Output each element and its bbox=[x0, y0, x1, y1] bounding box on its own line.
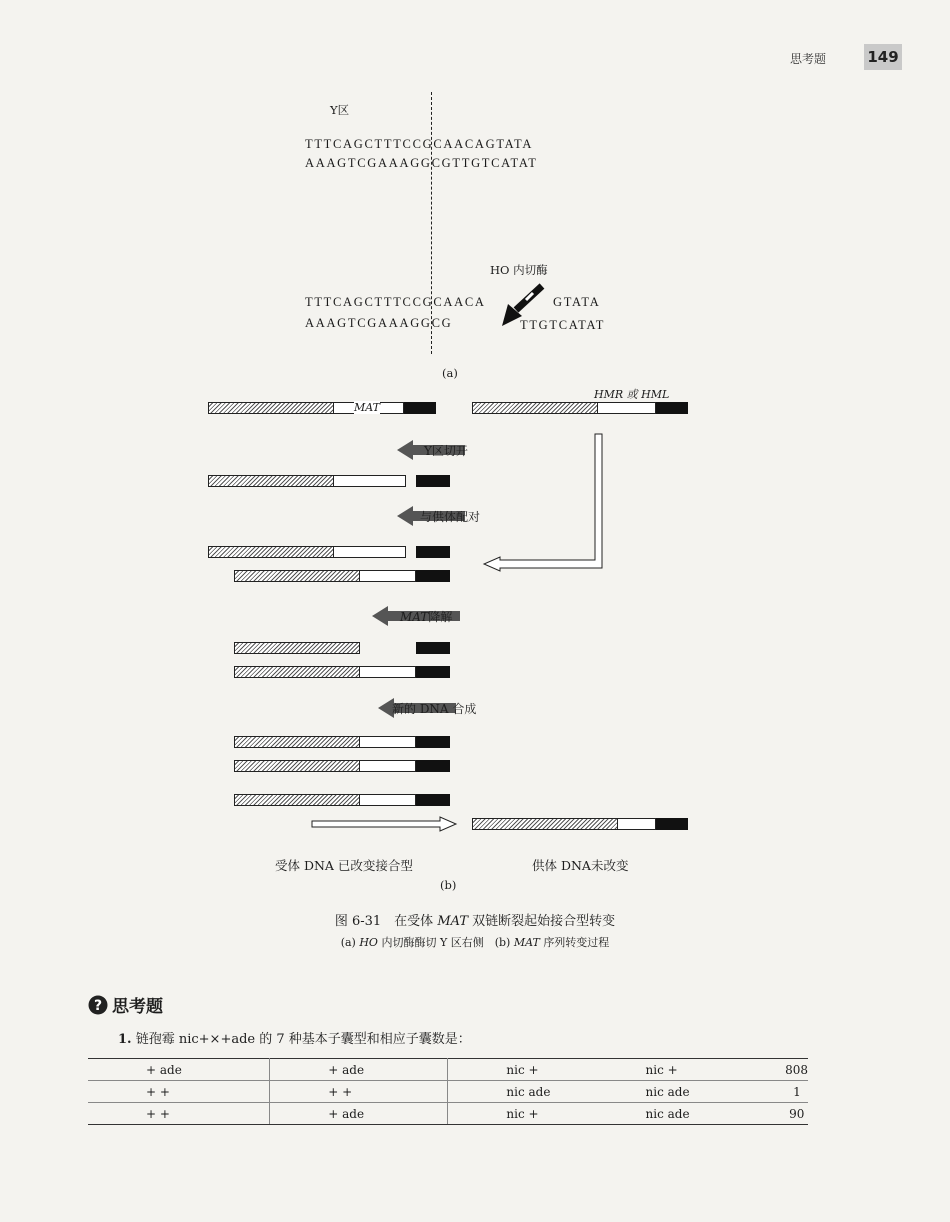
table-row bbox=[88, 1081, 808, 1103]
synth-lower-hatched bbox=[234, 760, 360, 772]
cut-top-right: GTATA bbox=[553, 295, 601, 309]
paired-upper-z bbox=[416, 546, 450, 558]
sequence-bottom-strand: AAAGTCGAAAGGCGTTGTCATAT bbox=[305, 156, 538, 170]
to-donor-arrow-icon bbox=[310, 814, 460, 834]
cut-top-left: TTTCAGCTTTCCGCAACA bbox=[305, 295, 486, 309]
cut-bottom-left: AAAGTCGAAAGGCG bbox=[305, 316, 453, 330]
table-cell-count: 90 bbox=[777, 1103, 808, 1125]
table-row bbox=[88, 1103, 808, 1125]
degraded-upper-z bbox=[416, 642, 450, 654]
step-label-mat: MAT bbox=[400, 610, 429, 624]
ho-endonuclease-label: HO 内切酶 bbox=[490, 263, 548, 277]
final-recipient-hatched bbox=[234, 794, 360, 806]
caption-prefix: 图 6-31 在受体 bbox=[334, 914, 434, 929]
table-cell: nic + bbox=[448, 1103, 626, 1125]
section-heading-text: 思考题 bbox=[112, 997, 163, 1017]
question-1-number: 1. bbox=[118, 1032, 132, 1047]
paired-lower-hatched bbox=[234, 570, 360, 582]
donor-hatched-segment bbox=[472, 402, 598, 414]
cut-z-segment bbox=[416, 475, 450, 487]
table-cell: + ade bbox=[270, 1059, 448, 1081]
table-cell: nic ade bbox=[626, 1081, 778, 1103]
step-label-degrade: 降解 bbox=[428, 610, 453, 624]
mat-z-segment bbox=[404, 402, 436, 414]
paired-upper-y bbox=[334, 546, 406, 558]
table-cell: nic ade bbox=[626, 1103, 778, 1125]
final-donor-y bbox=[618, 818, 656, 830]
synth-upper-z bbox=[416, 736, 450, 748]
final-donor-z bbox=[656, 818, 688, 830]
figure-subcaption bbox=[0, 934, 950, 950]
cut-site-dashed-line bbox=[431, 92, 432, 354]
question-mark-icon bbox=[88, 995, 108, 1015]
final-donor-hatched bbox=[472, 818, 618, 830]
table-cell: + ade bbox=[270, 1103, 448, 1125]
result-left-label: 受体 DNA 已改变接合型 bbox=[275, 858, 413, 873]
step-label-pair-with-donor: 与供体配对 bbox=[420, 510, 481, 524]
ascus-type-table bbox=[88, 1058, 808, 1125]
cut-hatched-segment bbox=[208, 475, 334, 487]
page-number: 149 bbox=[864, 44, 902, 70]
degraded-lower-z bbox=[416, 666, 450, 678]
step-label-mat-degrade bbox=[400, 608, 452, 625]
question-1-text: 链孢霉 nic+×+ade 的 7 种基本子囊型和相应子囊数是： bbox=[135, 1032, 471, 1047]
step-label-y-cut: Y区切开 bbox=[424, 444, 468, 458]
running-title: 思考题 bbox=[790, 52, 827, 66]
synth-upper-y bbox=[360, 736, 416, 748]
table-cell: + + bbox=[88, 1081, 270, 1103]
section-heading bbox=[88, 992, 163, 1017]
paired-upper-hatched bbox=[208, 546, 334, 558]
donor-label: HMR 或 HML bbox=[594, 388, 670, 401]
donor-pairing-arrow-icon bbox=[470, 430, 610, 580]
degraded-lower-y bbox=[360, 666, 416, 678]
subcaption-mat: MAT bbox=[513, 936, 540, 949]
table-cell: + + bbox=[88, 1103, 270, 1125]
paired-lower-y bbox=[360, 570, 416, 582]
figure-caption bbox=[0, 910, 950, 929]
table-row bbox=[88, 1059, 808, 1081]
donor-y-segment bbox=[598, 402, 656, 414]
subcaption-b-rest: 序列转变过程 bbox=[543, 936, 610, 949]
table-cell-count: 808 bbox=[777, 1059, 808, 1081]
final-recipient-y bbox=[360, 794, 416, 806]
svg-text:?: ? bbox=[93, 998, 103, 1014]
y-region-label: Y区 bbox=[330, 103, 350, 117]
synth-lower-z bbox=[416, 760, 450, 772]
cut-y-segment bbox=[334, 475, 406, 487]
paired-lower-z bbox=[416, 570, 450, 582]
subcaption-a-rest: 内切酶酶切 Y 区右侧 (b) bbox=[381, 936, 511, 949]
subcaption-ho: HO bbox=[359, 936, 378, 949]
table-cell: + + bbox=[270, 1081, 448, 1103]
synth-upper-hatched bbox=[234, 736, 360, 748]
degraded-upper-hatched bbox=[234, 642, 360, 654]
donor-z-segment bbox=[656, 402, 688, 414]
subcaption-a: (a) bbox=[340, 936, 356, 949]
degraded-lower-hatched bbox=[234, 666, 360, 678]
table-cell: nic + bbox=[448, 1059, 626, 1081]
step-label-new-dna-synthesis: 新的 DNA 合成 bbox=[392, 702, 477, 716]
mat-label: MAT bbox=[354, 401, 380, 414]
table-cell-count: 1 bbox=[777, 1081, 808, 1103]
caption-mat: MAT bbox=[437, 914, 468, 929]
final-recipient-z bbox=[416, 794, 450, 806]
table-cell: nic ade bbox=[448, 1081, 626, 1103]
result-right-label: 供体 DNA未改变 bbox=[532, 858, 629, 873]
panel-label-a: (a) bbox=[442, 366, 458, 380]
sequence-top-strand: TTTCAGCTTTCCGCAACAGTATA bbox=[305, 137, 534, 151]
caption-suffix: 双链断裂起始接合型转变 bbox=[472, 914, 616, 929]
question-1 bbox=[118, 1028, 471, 1047]
panel-label-b: (b) bbox=[440, 878, 457, 892]
cut-bottom-right: TTGTCATAT bbox=[520, 318, 606, 332]
table-cell: + ade bbox=[88, 1059, 270, 1081]
mat-hatched-segment bbox=[208, 402, 334, 414]
table-cell: nic + bbox=[626, 1059, 778, 1081]
synth-lower-y bbox=[360, 760, 416, 772]
